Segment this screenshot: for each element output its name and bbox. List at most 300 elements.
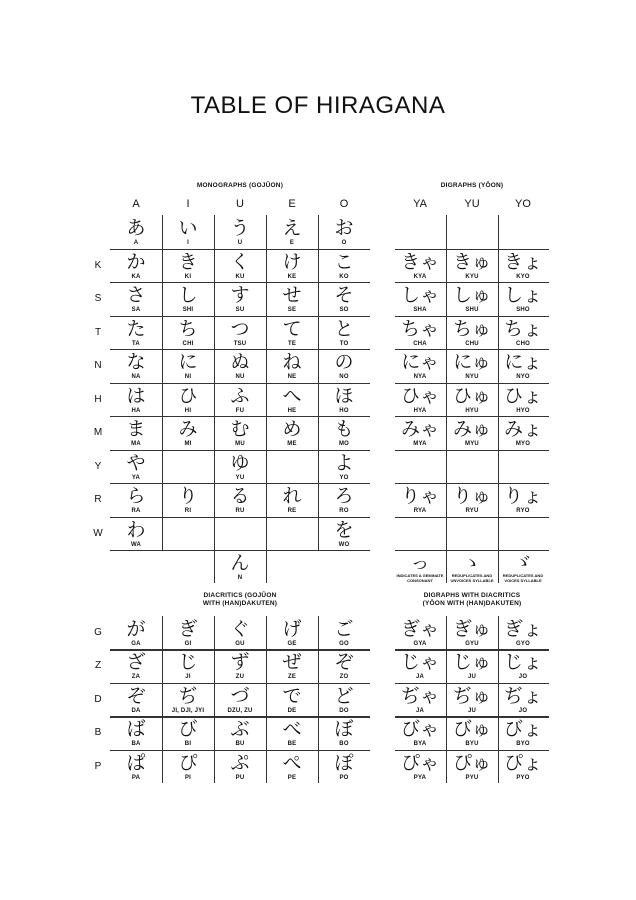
kana-character: ぷ [230,752,250,774]
kana-character: ひ [178,385,198,407]
romaji-label: JI, DJI, JYI [171,707,205,714]
diacritics-heading-line1: DIACRITICS (GOJŪON [203,592,277,599]
kana-character: みょ [503,419,542,440]
kana-cell [267,383,317,416]
romaji-label: NE [287,374,297,380]
romaji-label: CHA [413,340,427,347]
kana-character: て [282,318,302,340]
kana-character: ぢゅ [452,685,491,707]
romaji-label: RA [131,508,141,514]
kana-character: びゅ [452,719,491,741]
kana-character: せ [282,285,302,306]
kana-cell [111,649,161,682]
kana-character: ど [334,685,354,707]
kana-character: え [282,218,302,239]
kana-cell [498,750,548,783]
kana-character: ゝ [462,553,482,574]
kana-character: ふ [230,385,250,407]
row-label: B [94,727,102,739]
kana-cell [498,616,548,649]
diacritics-heading-line2: WITH (HAN)DAKUTEN) [202,600,278,607]
kana-character: ね [282,352,302,373]
romaji-label: PU [235,774,245,781]
romaji-label: CHI [182,340,194,347]
kana-cell [215,683,265,716]
romaji-label: RO [339,508,349,514]
kana-cell [395,383,445,416]
row-label: P [94,760,102,772]
kana-character: ち [178,318,198,340]
romaji-label: YA [131,474,141,481]
kana-cell [163,215,213,248]
romaji-label: PYA [413,774,427,781]
kana-cell [267,483,317,516]
kana-character: っ [410,553,430,574]
kana-cell [215,349,265,382]
romaji-label: JU [467,674,477,681]
romaji-label: GO [339,641,349,647]
kana-character: ぼ [334,719,354,741]
kana-character: で [282,685,302,707]
page-title: TABLE OF HIRAGANA [190,92,446,119]
romaji-label: GYO [516,641,530,647]
kana-character: ぶ [230,719,250,741]
kana-cell [498,383,548,416]
kana-character: は [126,385,146,407]
romaji-label: SA [131,307,141,313]
romaji-label: KYU [465,273,479,280]
kana-cell [215,550,265,583]
kana-character: ゆ [230,452,250,474]
romaji-label: CHU [465,340,479,347]
kana-cell [267,750,317,783]
kana-character: しょ [503,285,542,306]
romaji-label: NA [131,374,141,380]
kana-cell [395,550,445,583]
kana-cell [111,616,161,649]
kana-character: ぴゃ [400,752,439,774]
diacritics-heading [160,592,320,608]
romaji-label: BU [235,741,245,748]
kana-cell [395,282,445,315]
kana-cell [498,316,548,349]
kana-cell [267,683,317,716]
kana-character: げ [282,619,302,640]
monographs-heading: MONOGRAPHS (GOJŪON) [196,182,284,189]
romaji-label: TO [339,340,349,347]
kana-character: びゃ [400,719,439,741]
romaji-label: SO [339,307,349,313]
romaji-label: MYO [515,441,531,447]
column-header: A [132,198,140,210]
romaji-label: MA [131,441,141,447]
kana-character: きゃ [400,251,439,273]
kana-cell [111,316,161,349]
kana-character: み [178,419,198,440]
romaji-label: RE [287,508,297,514]
romaji-label: KI [184,273,192,280]
kana-character: か [126,251,146,273]
romaji-label: HO [339,407,349,414]
kana-cell [319,716,369,749]
kana-cell [111,450,161,483]
romaji-label: PA [131,774,141,781]
kana-character: し [178,285,198,306]
romaji-label: HA [131,407,141,414]
romaji-label: NI [184,374,192,380]
kana-character: よ [334,452,354,474]
romaji-label: GYA [413,641,427,647]
kana-cell [447,649,497,682]
kana-cell [215,750,265,783]
romaji-label: RYO [516,508,530,514]
row-label: S [94,293,102,304]
kana-cell [395,649,445,682]
romaji-label: RI [184,508,192,514]
kana-character: みゅ [452,419,491,440]
digraph-diacritics-heading-line1: DIGRAPHS WITH DIACRITICS [423,592,521,599]
kana-cell [319,483,369,516]
kana-character: を [334,519,354,541]
romaji-label: YO [339,474,349,481]
romaji-label: KA [131,273,141,280]
kana-character: ぬ [230,352,250,373]
kana-cell [498,683,548,716]
kana-character: う [230,218,250,239]
kana-cell [163,750,213,783]
romaji-label: JO [518,674,528,681]
romaji-label: BE [287,741,297,748]
kana-character: じゅ [452,652,491,674]
romaji-label: SHO [516,307,530,313]
kana-character: べ [282,719,302,741]
kana-cell [498,483,548,516]
romaji-label: GE [287,641,297,647]
romaji-label: PI [184,774,192,781]
romaji-label: ZO [339,674,349,681]
kana-cell [215,616,265,649]
romaji-label: PE [287,774,297,781]
kana-character: ぢょ [503,685,542,707]
kana-cell [267,616,317,649]
kana-cell [447,316,497,349]
kana-character: ちょ [503,318,542,340]
kana-cell [215,416,265,449]
kana-cell [447,282,497,315]
kana-character: き [178,251,198,273]
kana-character: む [230,419,250,440]
kana-character: び [178,719,198,741]
kana-character: こ [334,251,354,273]
romaji-label: FU [235,407,245,414]
kana-character: ぎょ [503,619,542,640]
kana-cell [498,416,548,449]
kana-cell [111,282,161,315]
kana-cell [395,416,445,449]
kana-cell [267,649,317,682]
romaji-label: CHO [516,340,530,347]
horizontal-divider [395,517,549,518]
kana-character: ぴ [178,752,198,774]
kana-cell [111,416,161,449]
kana-character: にょ [504,352,542,373]
romaji-label: WA [130,541,142,548]
kana-cell [215,249,265,282]
romaji-label: HYA [413,407,427,414]
kana-character: じゃ [400,652,439,674]
kana-character: め [282,419,302,440]
kana-cell [215,383,265,416]
column-header: YU [464,198,480,210]
kana-cell [447,683,497,716]
kana-character: ゞ [513,553,533,574]
row-label: N [94,360,102,371]
kana-character: わ [126,519,146,541]
kana-cell [267,282,317,315]
kana-cell [163,683,213,716]
romaji-label: BYU [465,741,479,748]
kana-cell [319,282,369,315]
kana-cell [498,716,548,749]
kana-cell [111,215,161,248]
romaji-label: GYU [465,641,479,647]
romaji-label: ME [287,441,297,447]
kana-cell [111,383,161,416]
kana-character: ちゃ [400,318,439,340]
kana-character: ろ [334,486,354,507]
kana-character: れ [282,486,302,507]
kana-character: ぐ [230,619,250,640]
kana-cell [319,616,369,649]
kana-cell [395,716,445,749]
romaji-label: HYU [465,407,479,414]
kana-cell [267,416,317,449]
kana-cell [498,649,548,682]
romaji-label: I [187,240,189,246]
kana-cell [395,616,445,649]
kana-character: みゃ [400,419,439,440]
kana-character: す [230,285,250,306]
kana-note: REDUPLICATES AND VOICES SYLLABLE [502,573,544,583]
kana-cell [267,349,317,382]
kana-cell [447,750,497,783]
romaji-label: ZE [287,674,297,681]
kana-cell [319,316,369,349]
kana-character: も [334,419,354,440]
digraph-diacritics-heading-line2: (YŌON WITH (HAN)DAKUTEN) [422,600,522,607]
romaji-label: DE [287,707,297,714]
romaji-label: MO [338,441,350,447]
romaji-label: ZA [131,674,141,681]
kana-character: つ [230,318,250,340]
kana-character: へ [282,385,302,407]
kana-cell [163,649,213,682]
kana-cell [267,716,317,749]
kana-character: ひょ [503,385,542,407]
kana-character: ら [126,486,146,507]
romaji-label: JA [415,674,425,681]
kana-cell [111,249,161,282]
kana-character: ひゃ [400,385,439,407]
kana-character: お [334,218,354,239]
kana-character: ぞ [334,652,354,674]
kana-cell [111,483,161,516]
kana-cell [163,616,213,649]
romaji-label: BA [131,741,141,748]
romaji-label: SHI [182,307,194,313]
romaji-label: RYU [465,508,479,514]
kana-cell [163,383,213,416]
column-header: E [288,198,296,210]
kana-character: あ [126,218,146,239]
kana-character: ん [230,553,250,574]
kana-cell [395,483,445,516]
kana-character: と [334,318,354,340]
romaji-label: WO [338,541,350,548]
romaji-label: MYA [413,441,427,447]
kana-cell [267,249,317,282]
kana-character: しゃ [400,285,439,306]
row-label: W [93,527,103,539]
romaji-label: MI [184,441,192,447]
kana-cell [395,750,445,783]
kana-character: な [126,352,146,373]
horizontal-divider [395,450,549,451]
romaji-label: TA [132,340,140,347]
digraphs-heading: DIGRAPHS (YŌON) [440,182,504,189]
romaji-label: KYO [516,273,530,280]
row-label: D [94,693,102,705]
kana-character: ぎ [178,619,198,640]
kana-character: ひゅ [452,385,491,407]
kana-cell [395,316,445,349]
kana-character: ぽ [334,752,354,774]
kana-cell [395,249,445,282]
kana-note: INDICATES A GEMINATE CONSONANT [396,573,444,583]
romaji-label: PYU [465,774,479,781]
romaji-label: NYA [413,374,427,380]
romaji-label: SHU [465,307,479,313]
kana-character: た [126,318,146,340]
kana-character: ざ [126,652,146,674]
column-header: O [339,198,349,210]
romaji-label: DO [339,707,349,714]
romaji-label: SHA [413,307,427,313]
romaji-label: KU [235,273,245,280]
row-label: T [94,326,102,338]
kana-cell [319,450,369,483]
kana-cell [319,416,369,449]
romaji-label: HYO [516,407,530,414]
romaji-label: DA [131,707,141,714]
kana-character: る [230,486,250,507]
kana-cell [163,349,213,382]
kana-cell [447,416,497,449]
romaji-label: TE [287,340,297,347]
kana-character: ぱ [126,752,146,774]
kana-character: ば [126,719,146,741]
kana-character: きゅ [452,251,491,273]
column-header: U [236,198,244,210]
romaji-label: NO [339,374,349,380]
kana-cell [163,483,213,516]
romaji-label: SE [287,307,297,313]
romaji-label: NYU [465,374,479,380]
romaji-label: BI [184,741,192,748]
kana-character: ぎゃ [400,619,439,640]
romaji-label: BO [339,741,349,748]
kana-character: ぎゅ [452,619,491,640]
column-header: YO [515,198,531,210]
kana-cell [319,517,369,550]
kana-cell [163,316,213,349]
kana-character: じ [178,652,198,674]
romaji-label: ZU [235,674,245,681]
kana-cell [498,249,548,282]
kana-cell [163,716,213,749]
kana-character: い [178,218,198,239]
kana-cell [111,716,161,749]
row-label: R [94,494,102,505]
kana-cell [215,215,265,248]
kana-cell [447,716,497,749]
kana-character: ぺ [282,752,302,774]
kana-cell [111,517,161,550]
row-label: K [94,259,102,271]
row-label: H [94,393,102,405]
kana-cell [215,316,265,349]
kana-character: りゅ [452,486,491,507]
romaji-label: NYO [516,374,530,380]
kana-character: が [126,619,146,640]
romaji-label: N [237,575,243,581]
kana-cell [319,383,369,416]
vertical-divider [266,550,267,583]
digraph-diacritics-heading [392,592,552,608]
kana-note: REDUPLICATES AND UNVOICES SYLLABLE [450,573,494,583]
kana-cell [447,383,497,416]
romaji-label: O [341,240,347,246]
kana-cell [319,349,369,382]
column-header: YA [413,198,427,210]
romaji-label: PYO [516,774,530,781]
kana-character: にゃ [401,352,439,373]
kana-character: しゅ [452,285,491,306]
kana-cell [163,416,213,449]
romaji-label: SU [235,307,245,313]
romaji-label: MYU [465,441,479,447]
kana-character: ほ [334,385,354,407]
kana-cell [163,282,213,315]
kana-character: ぴょ [503,752,542,774]
romaji-label: NU [235,374,245,380]
kana-cell [215,483,265,516]
kana-cell [111,349,161,382]
kana-cell [395,349,445,382]
kana-cell [111,750,161,783]
kana-character: ぴゅ [452,752,491,774]
romaji-label: E [289,240,295,246]
romaji-label: KO [339,273,349,280]
kana-cell [498,349,548,382]
romaji-label: DZU, ZU [227,707,253,714]
kana-cell [215,716,265,749]
kana-cell [215,282,265,315]
kana-character: ぞ [126,685,146,707]
romaji-label: BYA [413,741,427,748]
romaji-label: GI [184,641,192,647]
row-label: Y [94,460,102,472]
